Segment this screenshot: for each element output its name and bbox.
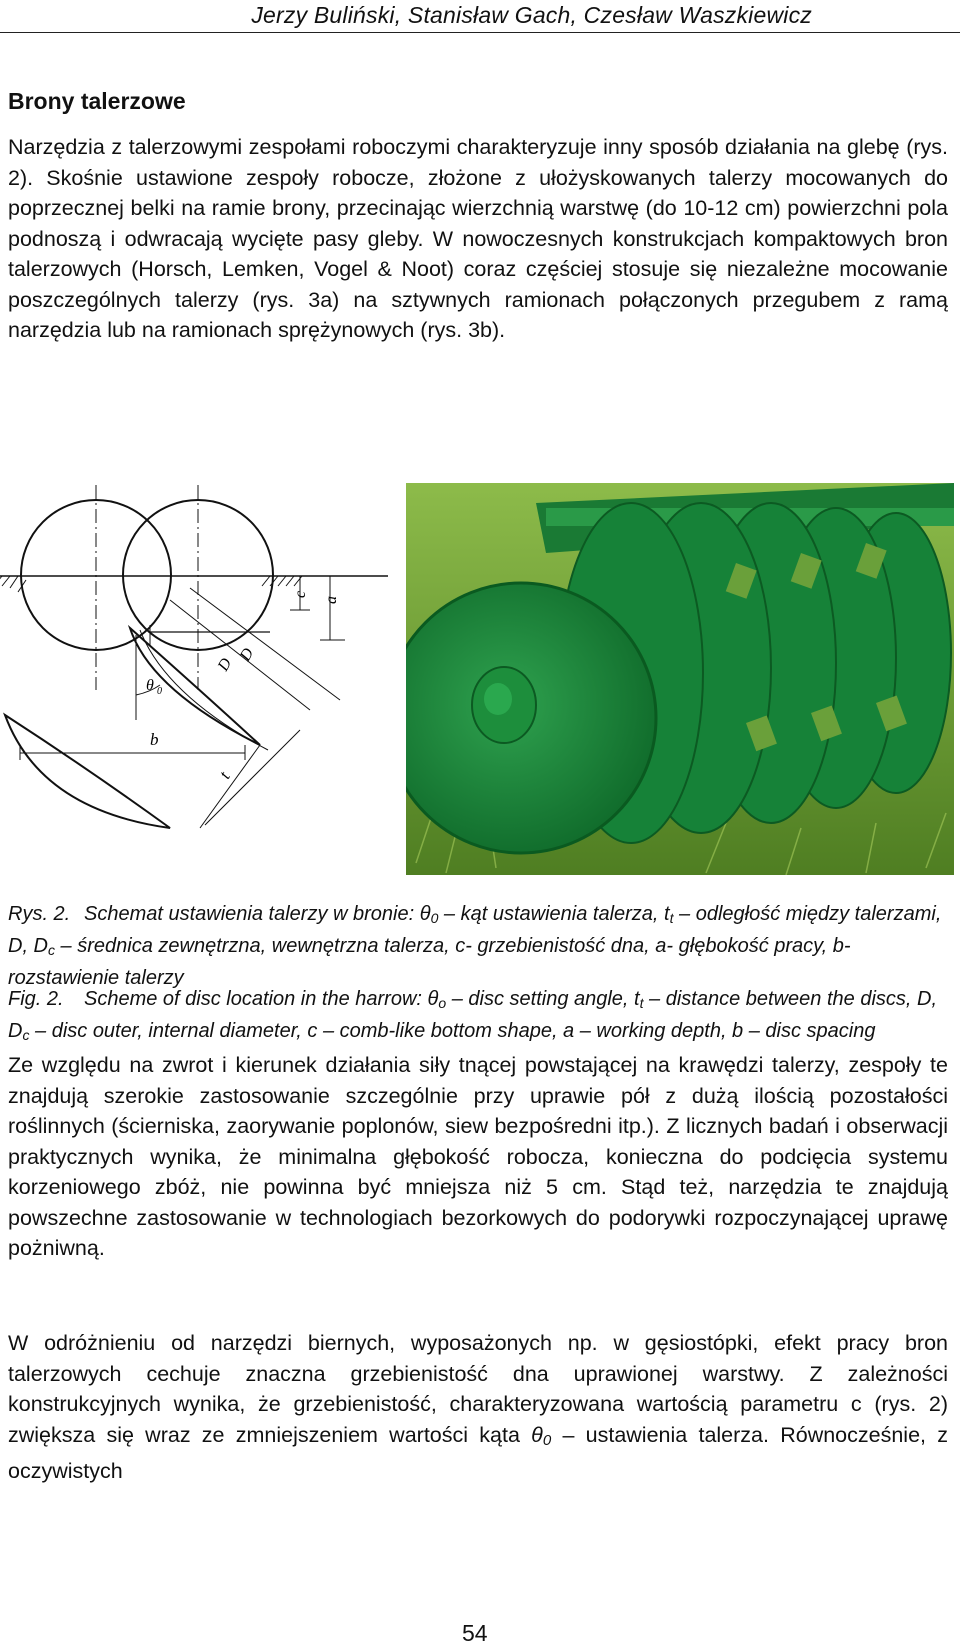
caption-en-sub-2: t xyxy=(639,995,644,1011)
label-c: c xyxy=(292,590,309,598)
caption-pl-text-d: – średnica zewnętrzna, wewnętrzna talerza, c- grzebienistość dna, a- głębokość pracy, b- rozstawienie talerzy xyxy=(8,935,851,989)
disc-harrow-photo xyxy=(406,483,954,875)
caption-en-text-c: – distance between the discs, D, D xyxy=(8,988,937,1042)
section-title: Brony talerzowe xyxy=(8,88,186,114)
caption-pl-text-a: Schemat ustawienia talerzy w bronie: θ xyxy=(84,903,431,925)
caption-en-sub-1: o xyxy=(438,995,447,1011)
caption-en-text-d: – disc outer, internal diameter, c – comb-like bottom shape, a – working depth, b – disc spacing xyxy=(29,1020,876,1042)
caption-pl-text-b: – kąt ustawienia talerza, t xyxy=(438,903,670,925)
disc-layout-diagram xyxy=(0,480,390,845)
caption-en-lead: Fig. 2. xyxy=(8,988,64,1010)
caption-en-text-b: – disc setting angle, t xyxy=(446,988,640,1010)
theta-symbol: θ xyxy=(531,1422,543,1447)
label-Dc: D xyxy=(214,655,236,674)
page-header xyxy=(0,0,960,33)
figure-caption-en xyxy=(8,985,953,1049)
paragraph-application: Ze względu na zwrot i kierunek działania siły tnącej powstającej na krawędzi talerzy, zespoły te znajdują szerokie zastosowanie szczególnie przy uprawie pół z dużą ilością pozostałości roślinnych (ścierniska, zaorywanie poplonów, siew bezpośredni itp.). Z licznych badań i obserwacji praktycznych wynika, że minimalna głębokość robocza, konieczna do podcięcia systemu korzeniowego zbóż, nie powinna być mniejsza niż 5 cm. Stąd też, narzędzia te znajdują powszechne zastosowanie w technologiach bezorkowych do podorywki rozpoczynającej uprawę pożniwną. xyxy=(8,1053,948,1260)
caption-en-text-a: Scheme of disc location in the harrow: θ xyxy=(84,988,439,1010)
page-number: 54 xyxy=(462,1620,488,1646)
caption-pl-sub-2: t xyxy=(669,910,674,926)
theta-subscript: 0 xyxy=(542,1431,552,1449)
label-b: b xyxy=(150,730,159,749)
label-tt: t xyxy=(215,768,234,782)
header-authors: Jerzy Buliński, Stanisław Gach, Czesław Waszkiewicz xyxy=(251,2,812,28)
caption-pl-lead: Rys. 2. xyxy=(8,903,71,925)
paragraph-comparison-text-a: W odróżnieniu od narzędzi biernych, wyposażonych np. w gęsiostópki, efekt pracy bron talerzowych cechuje znaczna grzebienistość dna uprawionej warstwy. Z zależności konstrukcyjnych wynika, że grzebienistość, charakteryzowana wartością parametru c (rys. 2) zwiększa się wraz ze zmniejszeniem wartości kąta xyxy=(8,1331,948,1447)
paragraph-comparison-text-b: – ustawienia talerza. Równocześnie, z oczywistych xyxy=(8,1422,948,1483)
caption-pl-sub-1: 0 xyxy=(430,910,439,926)
paragraph-comparison xyxy=(8,1328,948,1487)
paragraph-intro: Narzędzia z talerzowymi zespołami roboczymi charakteryzuje inny sposób działania na glebę (rys. 2). Skośnie ustawione zespoły robocze, złożone z ułożyskowanych talerzy mocowanych do poprzecznej belki na ramie brony, przecinając wierzchnią warstwę (do 10-12 cm) powierzchni pola podnoszą i odwracają wycięte pasy gleby. W nowoczesnych konstrukcjach kompaktowych bron talerzowych (Horsch, Lemken, Vogel & Noot) coraz częściej stosuje się niezależne mocowanie poszczególnych talerzy (rys. 3a) na sztywnych ramionach połączonych przegubem z ramą narzędzia lub na ramionach sprężynowych (rys. 3b). xyxy=(8,135,948,342)
label-theta-sub: 0 xyxy=(157,686,162,697)
figure-caption-pl xyxy=(8,900,953,992)
caption-pl-text-c: – odległość między talerzami, D, D xyxy=(8,903,942,957)
label-theta: θ xyxy=(146,677,154,694)
label-D: D xyxy=(236,645,258,664)
caption-en-sub-3: c xyxy=(22,1027,30,1043)
caption-pl-sub-3: c xyxy=(48,942,55,958)
label-a: a xyxy=(323,596,340,604)
